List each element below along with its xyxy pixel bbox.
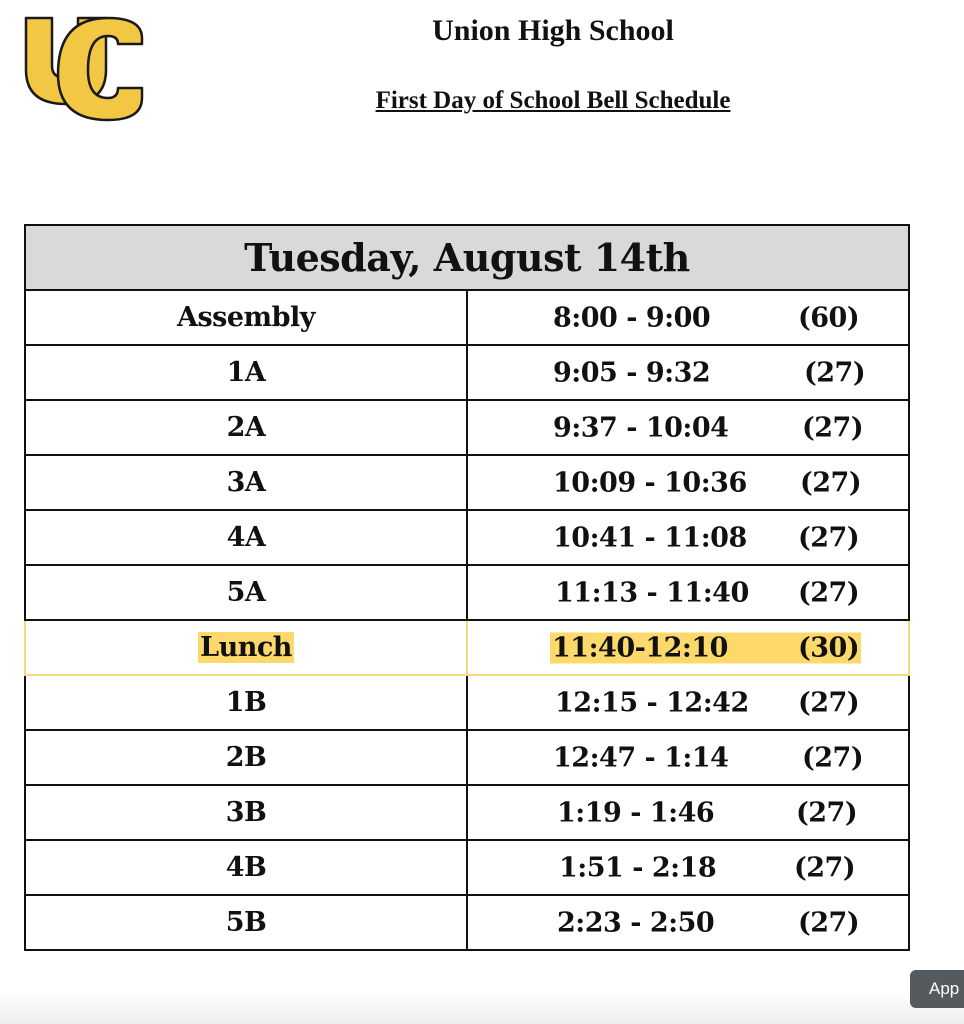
period-name: Assembly [25,290,467,345]
period-time: 12:47 - 1:14 [553,742,729,773]
table-row [25,565,909,620]
period-time-cell [467,565,909,620]
period-time: 9:37 - 10:04 [553,412,729,443]
period-time: 10:41 - 11:08 [553,522,747,553]
schedule-day: Tuesday, August 14th [25,225,909,290]
period-time-cell [467,510,909,565]
period-time: 11:13 - 11:40 [555,577,749,608]
table-row [25,730,909,785]
period-time-cell [467,730,909,785]
school-name: Union High School [432,14,674,47]
period-minutes: (27) [798,522,860,553]
lunch-row [25,620,909,675]
period-time: 10:09 - 10:36 [553,467,747,498]
period-name: 5A [25,565,467,620]
period-time-cell [467,455,909,510]
period-minutes: (27) [798,687,860,718]
table-row [25,455,909,510]
period-minutes: (27) [794,852,856,883]
period-time: 2:23 - 2:50 [557,907,715,938]
lunch-time: 11:40-12:10 [550,632,798,663]
period-minutes: (27) [796,797,858,828]
period-time-cell [467,620,909,675]
bottom-fade [0,990,964,1024]
period-minutes: (27) [802,412,864,443]
period-time-cell [467,345,909,400]
table-row [25,510,909,565]
period-minutes: (27) [798,907,860,938]
table-row [25,290,909,345]
period-time: 1:51 - 2:18 [559,852,717,883]
period-name: 2A [25,400,467,455]
period-minutes: (27) [804,357,866,388]
period-name: 4A [25,510,467,565]
period-minutes: (60) [798,302,860,333]
period-name: 1A [25,345,467,400]
table-row [25,400,909,455]
period-time: 1:19 - 1:46 [557,797,715,828]
period-time-cell [467,785,909,840]
schedule-subtitle: First Day of School Bell Schedule [375,87,731,114]
lunch-label: Lunch [200,632,292,663]
table-row [25,675,909,730]
period-name: 3B [25,785,467,840]
lunch-minutes: (30) [798,632,860,663]
period-time-cell [467,675,909,730]
period-time-cell [467,895,909,950]
bell-schedule-table [24,224,910,951]
table-header-row [25,225,909,290]
period-minutes: (27) [800,467,862,498]
period-name: 5B [25,895,467,950]
table-row [25,840,909,895]
period-name: 3A [25,455,467,510]
period-time-cell [467,840,909,895]
period-minutes: (27) [798,577,860,608]
period-time-cell [467,400,909,455]
period-time: 12:15 - 12:42 [555,687,749,718]
period-name: 2B [25,730,467,785]
period-minutes: (27) [802,742,864,773]
app-button[interactable]: App [910,970,964,1008]
table-row [25,785,909,840]
table-row [25,895,909,950]
period-name: 4B [25,840,467,895]
period-time-cell [467,290,909,345]
table-row [25,345,909,400]
period-name-cell [25,620,467,675]
period-name: 1B [25,675,467,730]
period-time: 8:00 - 9:00 [553,302,711,333]
period-time: 9:05 - 9:32 [553,357,711,388]
